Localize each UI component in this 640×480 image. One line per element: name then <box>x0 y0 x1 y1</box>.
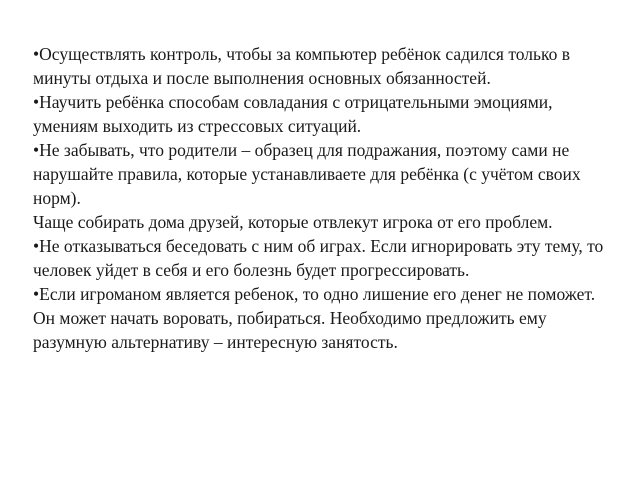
list-item-1 <box>33 42 613 90</box>
item-text: Чаще собирать дома друзей, которые отвлекут игрока от его проблем. <box>33 212 553 232</box>
item-text: Не отказываться беседовать с ним об играх. Если игнорировать эту тему, то человек уйдет в себя и его болезнь будет прогрессировать. <box>33 236 604 280</box>
bullet-icon: • <box>33 44 40 64</box>
list-item-4 <box>33 210 613 234</box>
item-text: Осуществлять контроль, чтобы за компьютер ребёнок садился только в минуты отдыха и после выполнения основных обязанностей. <box>33 44 570 88</box>
bullet-icon: • <box>33 236 40 256</box>
item-text: Научить ребёнка способам совладания с отрицательными эмоциями, умениям выходить из стрессовых ситуаций. <box>33 92 553 136</box>
item-text: Если игроманом является ребенок, то одно лишение его денег не поможет. Он может начать воровать, побираться. Необходимо предложить ему разумную альтернативу – интересную занятость. <box>33 284 596 352</box>
bullet-list <box>33 42 613 354</box>
list-item-2 <box>33 90 613 138</box>
bullet-icon: • <box>33 284 40 304</box>
item-text: Не забывать, что родители – образец для подражания, поэтому сами не нарушайте правила, которые устанавливаете для ребёнка (с учётом своих норм). <box>33 140 581 208</box>
bullet-icon: • <box>33 140 40 160</box>
list-item-3 <box>33 138 613 210</box>
bullet-icon: • <box>33 92 40 112</box>
list-item-5 <box>33 234 613 282</box>
list-item-6 <box>33 282 613 354</box>
